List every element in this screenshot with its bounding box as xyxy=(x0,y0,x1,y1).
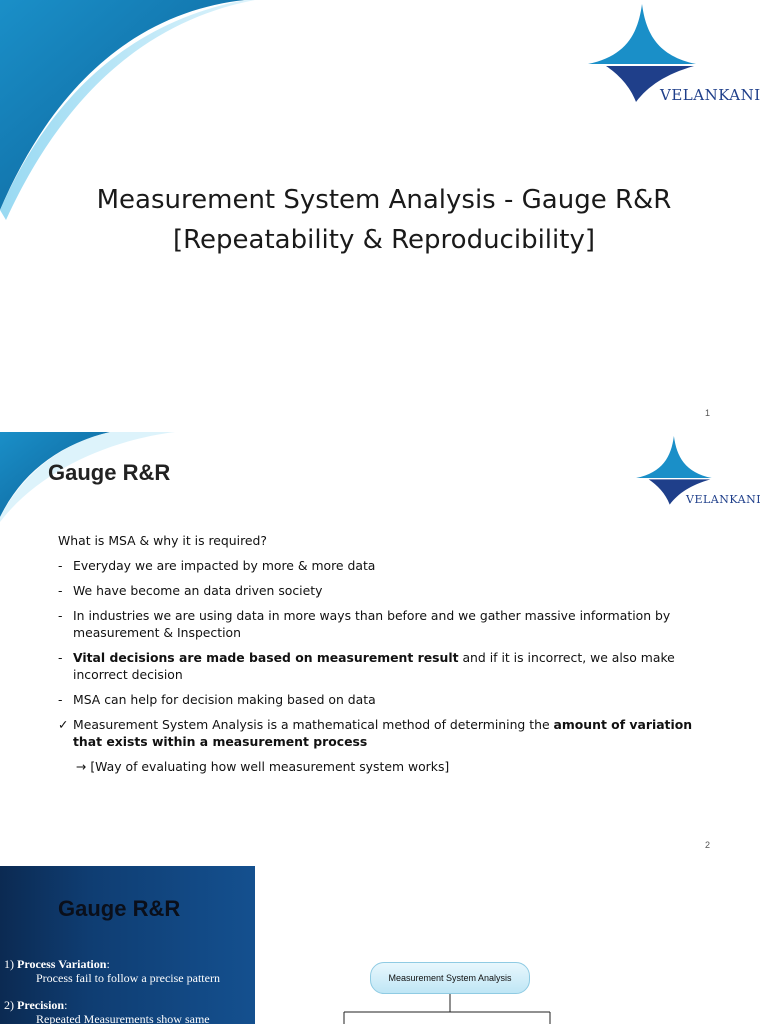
list-item: 1) Process Variation: xyxy=(4,957,110,971)
title-line-1: Measurement System Analysis - Gauge R&R xyxy=(96,185,672,215)
check-item: ✓ Measurement System Analysis is a mathematical method of determining the amount of variation that exists within a measurement process xyxy=(58,717,693,749)
logo-wordmark: VELANKANI xyxy=(686,493,762,506)
diagram-connector xyxy=(340,994,580,1024)
slide-title xyxy=(0,180,768,260)
slide-1 xyxy=(0,0,768,432)
list-item: - We have become an data driven society xyxy=(58,583,323,598)
list-item-description: Repeated Measurements show same xyxy=(36,1012,210,1026)
logo-wordmark: VELANKANI xyxy=(660,86,761,104)
list-item: - In industries we are using data in more ways than before and we gather massive information by measurement & Inspection xyxy=(58,608,671,640)
slide-3-title: Gauge R&R xyxy=(58,896,181,921)
list-item-description: Process fail to follow a precise pattern xyxy=(36,971,220,985)
list-item: - MSA can help for decision making based on data xyxy=(58,692,376,707)
page-number: 1 xyxy=(705,408,711,418)
page-number: 2 xyxy=(705,840,711,850)
arrow-icon: → xyxy=(76,759,87,774)
list-item: - Vital decisions are made based on measurement result and if it is incorrect, we also make incorrect decision xyxy=(58,650,675,682)
msa-diagram-box: Measurement System Analysis xyxy=(370,962,530,994)
arrow-note: → [Way of evaluating how well measurement system works] xyxy=(76,759,450,774)
list-item: - Everyday we are impacted by more & more data xyxy=(58,558,376,573)
title-line-2: [Repeatability & Reproducibility] xyxy=(173,225,595,255)
slide-2-title: Gauge R&R xyxy=(48,460,171,485)
list-item: 2) Precision: xyxy=(4,998,68,1012)
intro-question: What is MSA & why it is required? xyxy=(58,533,267,548)
checkmark-icon: ✓ xyxy=(58,717,69,732)
slide-2-content xyxy=(58,532,718,775)
